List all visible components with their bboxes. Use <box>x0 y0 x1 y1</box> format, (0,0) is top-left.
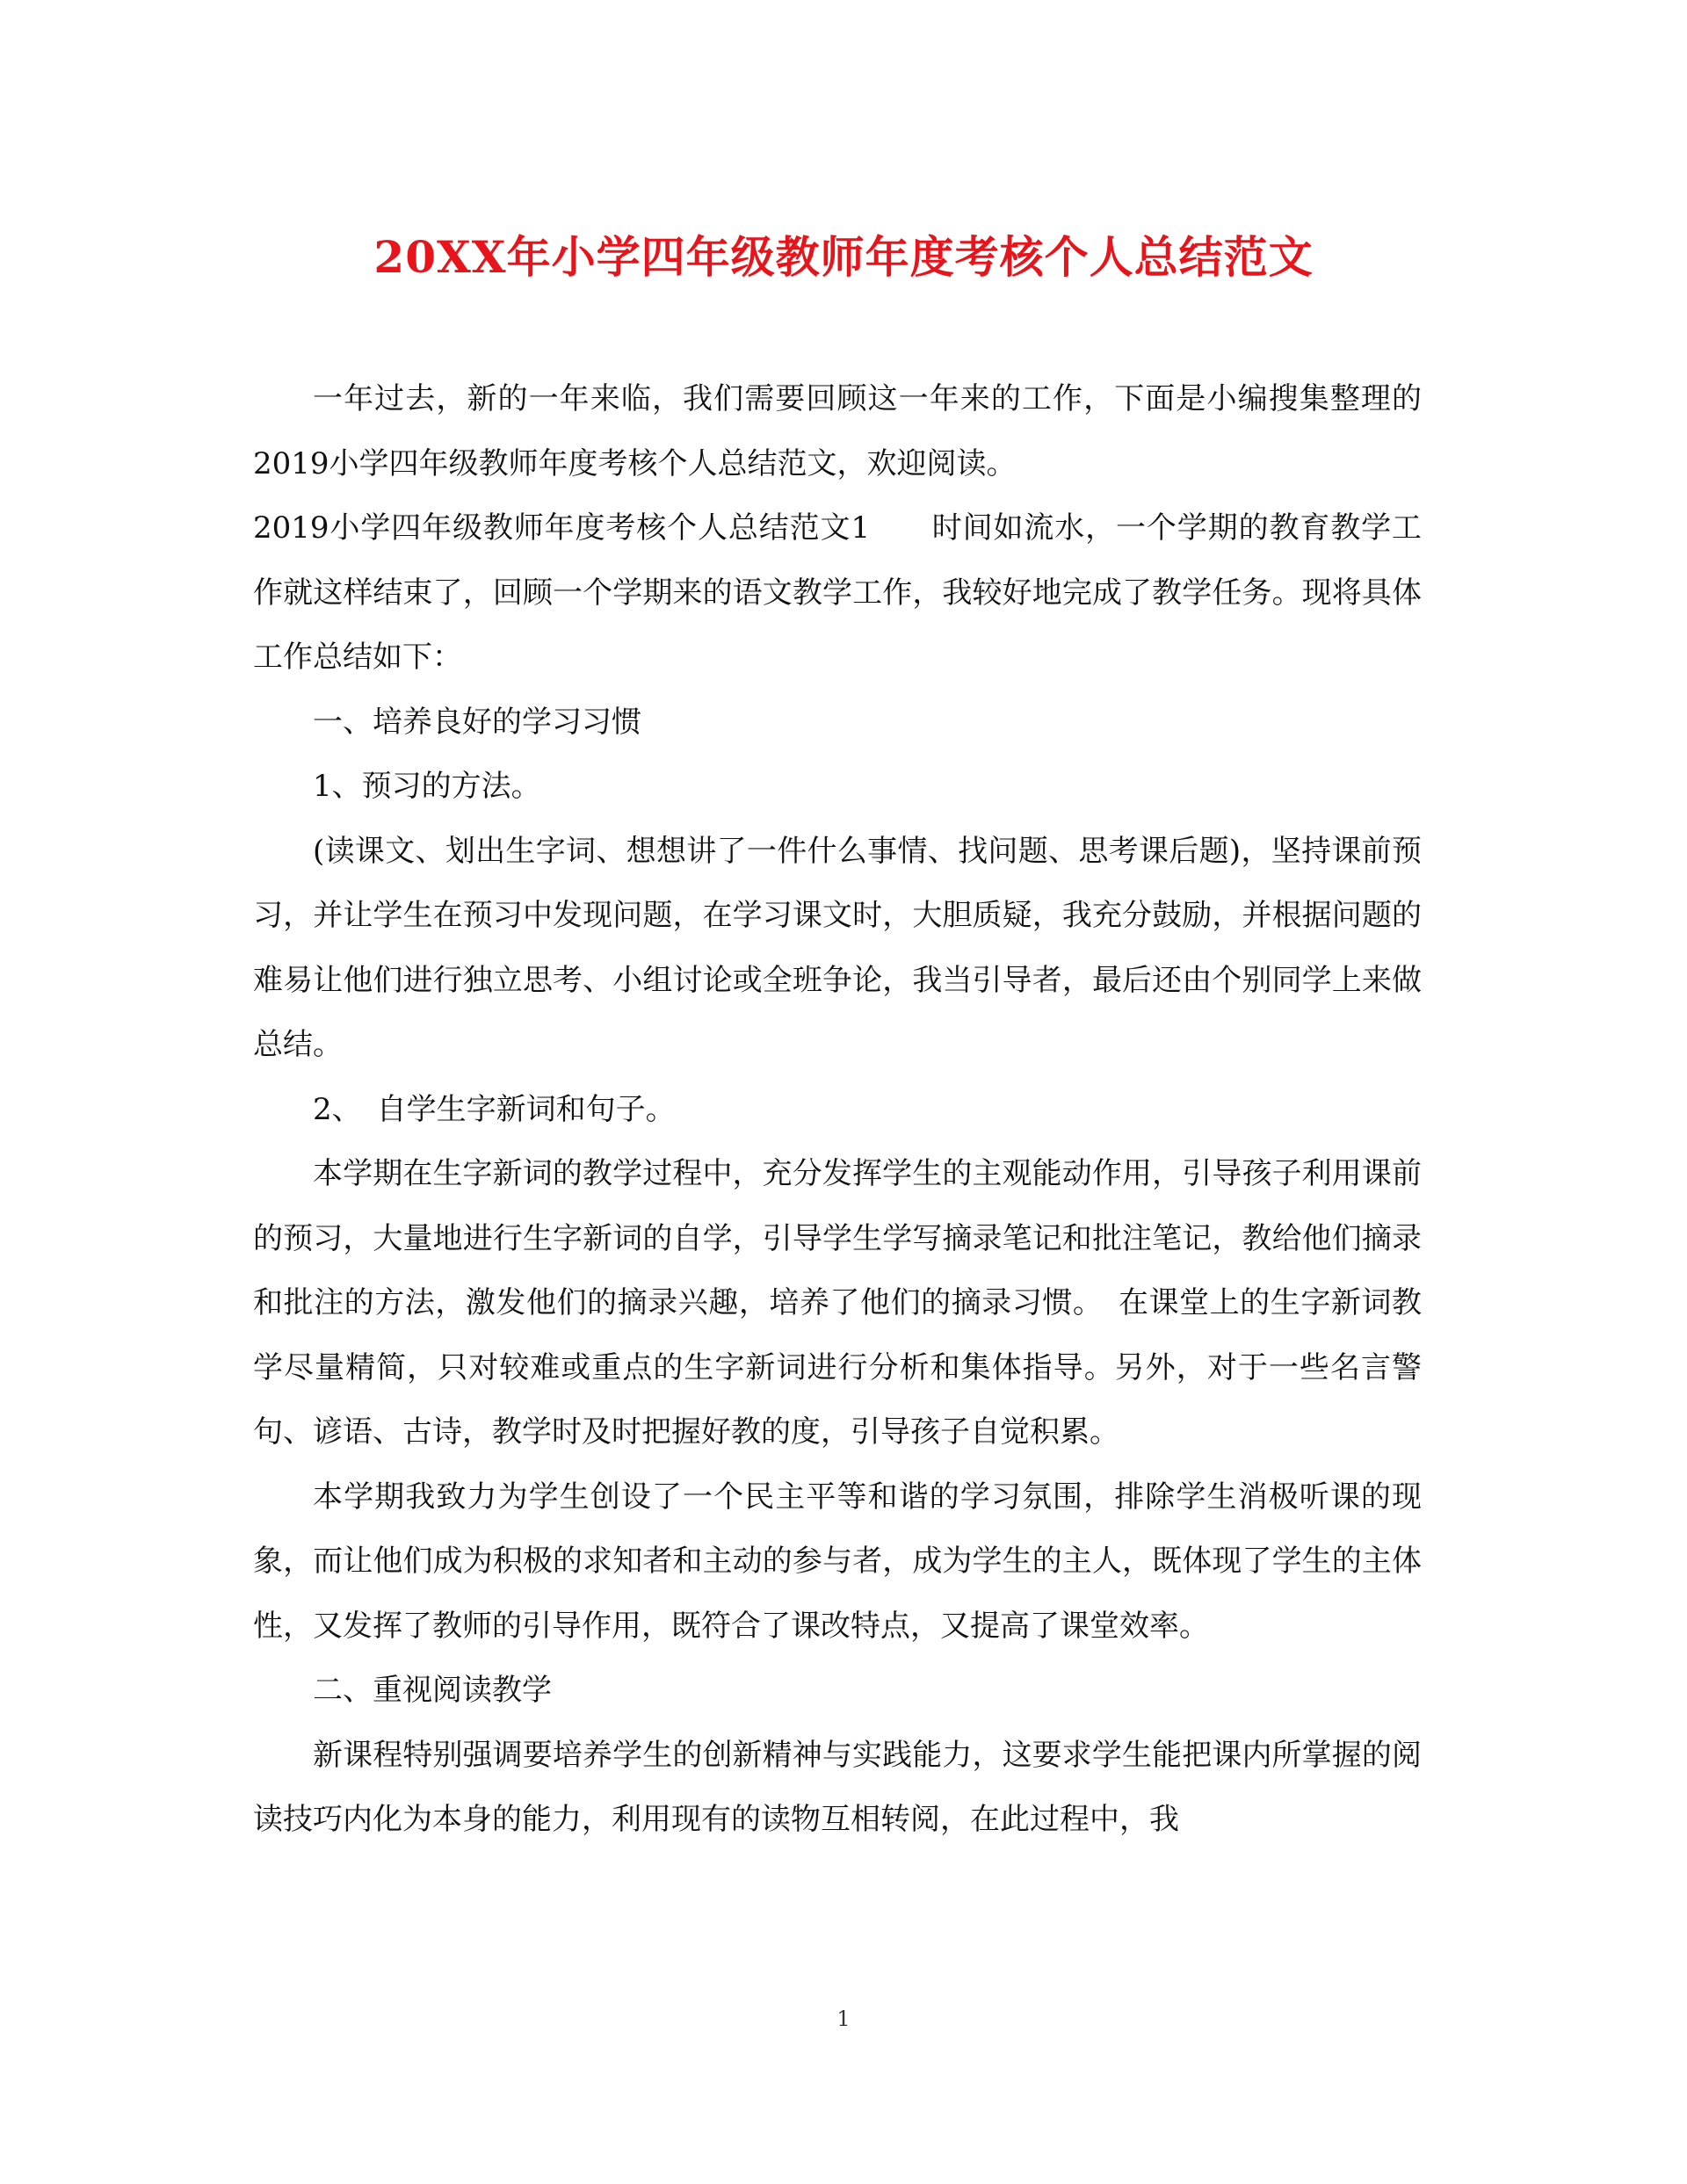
intro-paragraph: 一年过去，新的一年来临，我们需要回顾这一年来的工作，下面是小编搜集整理的2019小学四年级教师年度考核个人总结范文，欢迎阅读。 <box>253 381 1422 481</box>
body-paragraph-4: 新课程特别强调要培养学生的创新精神与实践能力，这要求学生能把课内所掌握的阅读技巧内化为本身的能力，利用现有的读物互相转阅，在此过程中，我 <box>253 1737 1422 1837</box>
list-item-1: 1、预习的方法。 <box>313 769 541 804</box>
body-paragraph-1: (读课文、划出生字词、想想讲了一件什么事情、找问题、思考课后题)，坚持课前预习，并让学生在预习中发现问题，在学习课文时，大胆质疑，我充分鼓励，并根据问题的难易让他们进行独立思考、小组讨论或全班争论，我当引导者，最后还由个别同学上来做总结。 <box>253 833 1422 1062</box>
subtitle-paragraph: 2019小学四年级教师年度考核个人总结范文1 时间如流水，一个学期的教育教学工作就这样结束了，回顾一个学期来的语文教学工作，我较好地完成了教学任务。现将具体工作总结如下： <box>253 510 1422 675</box>
section-heading-2: 二、重视阅读教学 <box>313 1673 552 1708</box>
body-paragraph-3: 本学期我致力为学生创设了一个民主平等和谐的学习氛围，排除学生消极听课的现象，而让他们成为积极的求知者和主动的参与者，成为学生的主人，既体现了学生的主体性，又发挥了教师的引导作用，既符合了课改特点，又提高了课堂效率。 <box>253 1479 1422 1644</box>
list-item-2: 2、 自学生字新词和句子。 <box>313 1091 676 1127</box>
page-number: 1 <box>836 2007 851 2031</box>
body-paragraph-2: 本学期在生字新词的教学过程中，充分发挥学生的主观能动作用，引导孩子利用课前的预习，大量地进行生字新词的自学，引导学生学写摘录笔记和批注笔记，教给他们摘录和批注的方法，激发他们的摘录兴趣，培养了他们的摘录习惯。 在课堂上的生字新词教学尽量精简，只对较难或重点的生字新词进行分析和集体指导。另外，对于一些名言警句、谚语、古诗，教学时及时把握好教的度，引导孩子自觉积累。 <box>253 1156 1422 1450</box>
section-heading-1: 一、培养良好的学习习惯 <box>313 704 641 740</box>
document-title: 20XX年小学四年级教师年度考核个人总结范文 <box>373 231 1314 283</box>
document-body <box>253 367 1422 1853</box>
